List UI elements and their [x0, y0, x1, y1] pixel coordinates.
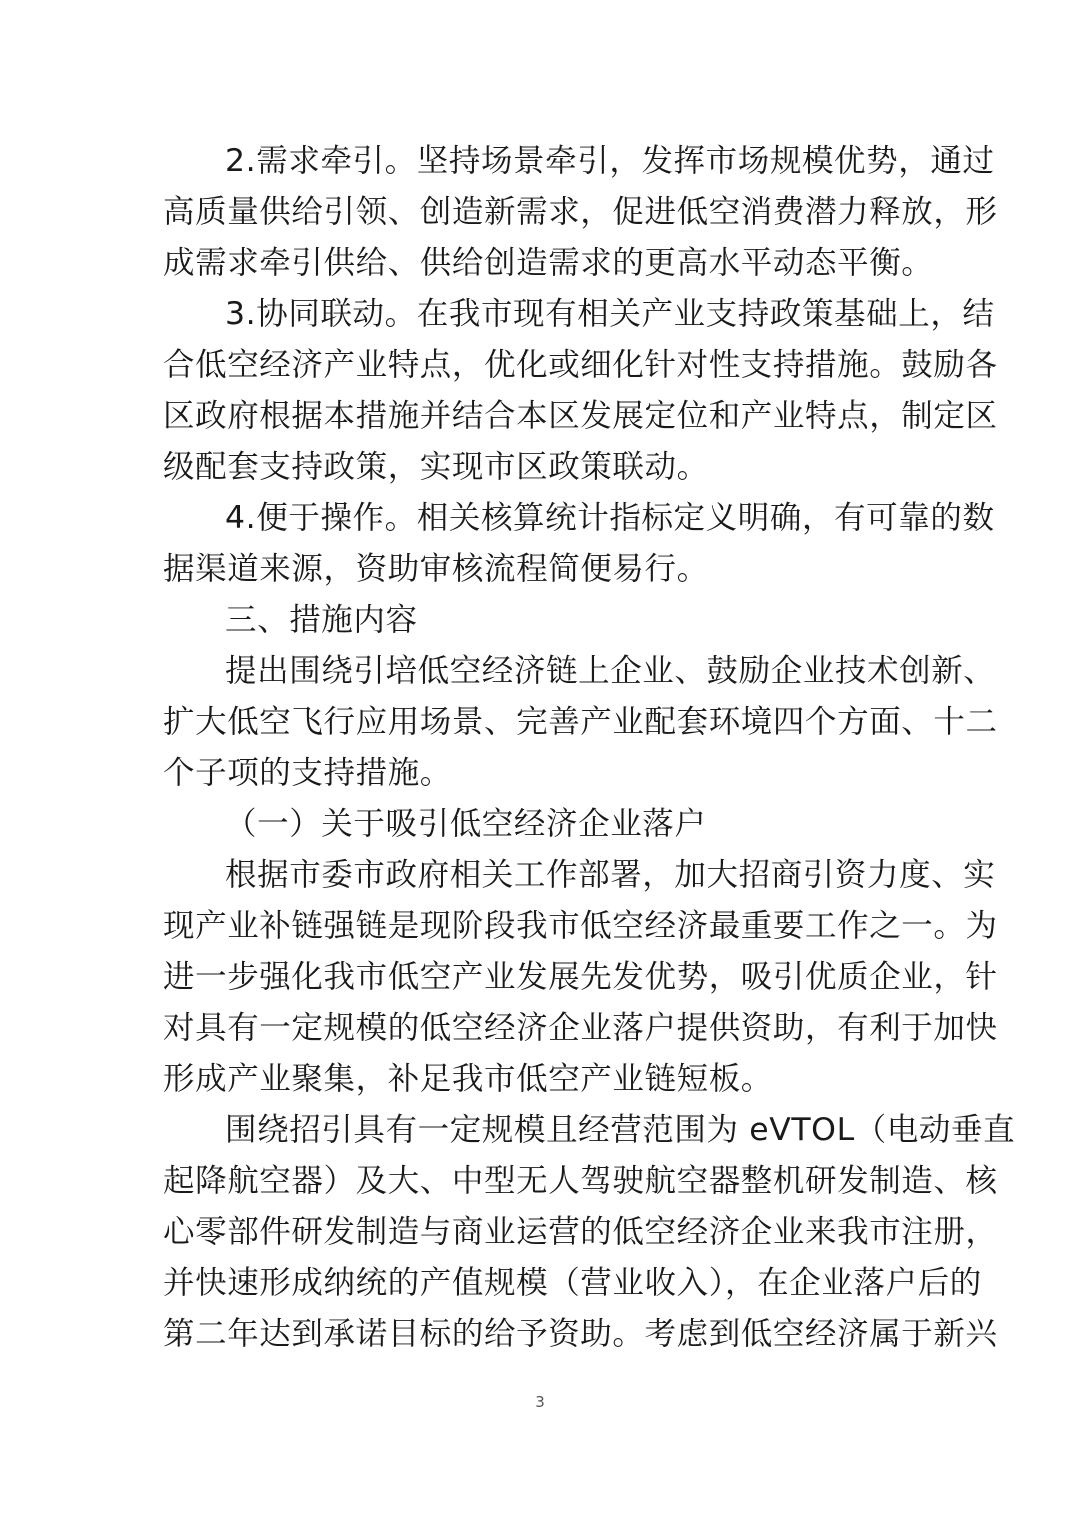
text-line: 并快速形成纳统的产值规模（营业收入），在企业落户后的 — [163, 1265, 982, 1301]
text-line: 根据市委市政府相关工作部署，加大招商引资力度、实 — [225, 857, 996, 893]
text-line: 级配套支持政策，实现市区政策联动。 — [163, 449, 709, 485]
body-text — [163, 136, 1016, 1360]
text-line: 三、措施内容 — [225, 602, 418, 638]
text-line: 成需求牵引供给、供给创造需求的更高水平动态平衡。 — [163, 245, 934, 281]
text-line: 心零部件研发制造与商业运营的低空经济企业来我市注册， — [163, 1214, 998, 1250]
text-line: 围绕招引具有一定规模且经营范围为 eVTOL（电动垂直 — [225, 1112, 1016, 1148]
page-number: 3 — [535, 1393, 545, 1411]
text-line: 2.需求牵引。坚持场景牵引，发挥市场规模优势，通过 — [225, 143, 995, 179]
text-line: 4.便于操作。相关核算统计指标定义明确，有可靠的数 — [225, 500, 995, 536]
text-line: 第二年达到承诺目标的给予资助。考虑到低空经济属于新兴 — [163, 1316, 998, 1352]
text-line: 区政府根据本措施并结合本区发展定位和产业特点，制定区 — [163, 398, 998, 434]
text-line: 个子项的支持措施。 — [163, 755, 452, 791]
text-line: 高质量供给引领、创造新需求，促进低空消费潜力释放，形 — [163, 194, 998, 230]
text-line: 扩大低空飞行应用场景、完善产业配套环境四个方面、十二 — [163, 704, 998, 740]
text-line: 对具有一定规模的低空经济企业落户提供资助，有利于加快 — [163, 1010, 998, 1046]
text-line: 起降航空器）及大、中型无人驾驶航空器整机研发制造、核 — [163, 1163, 998, 1199]
text-line: 提出围绕引培低空经济链上企业、鼓励企业技术创新、 — [225, 653, 996, 689]
text-line: 进一步强化我市低空产业发展先发优势，吸引优质企业，针 — [163, 959, 998, 995]
text-line: 3.协同联动。在我市现有相关产业支持政策基础上，结 — [225, 296, 995, 332]
text-line: 形成产业聚集，补足我市低空产业链短板。 — [163, 1061, 773, 1097]
text-line: 现产业补链强链是现阶段我市低空经济最重要工作之一。为 — [163, 908, 998, 944]
text-line: （一）关于吸引低空经济企业落户 — [225, 806, 707, 842]
text-line: 合低空经济产业特点，优化或细化针对性支持措施。鼓励各 — [163, 347, 998, 383]
text-line: 据渠道来源，资助审核流程简便易行。 — [163, 551, 709, 587]
